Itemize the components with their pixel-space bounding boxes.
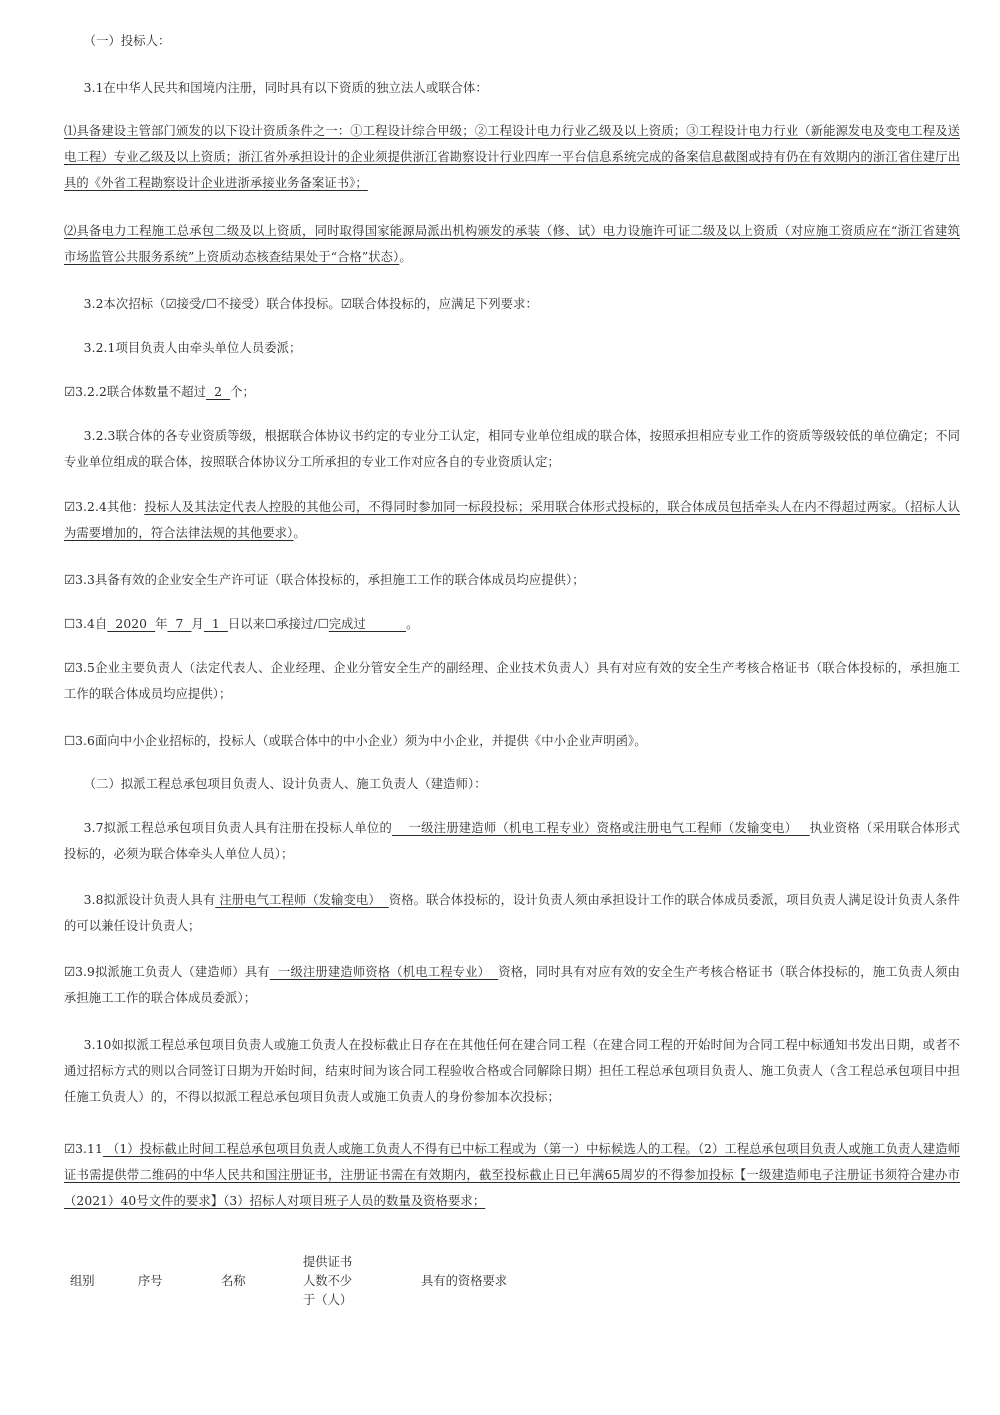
clause-3-2-3: 3.2.3联合体的各专业资质等级，根据联合体协议书约定的专业分工认定，相同专业单位组成的联合体，按照承担相应专业工作的资质等级较低的单位确定；不同专业单位组成的联合体，按照联合体协议分工所承担的专业工作对应各自的专业资质认定； [64,429,960,469]
checkbox-undertaken: ☐ [265,617,277,631]
section-heading-bidder: （一）投标人： [83,34,171,48]
clause-3-1-construction-qualification: ⑵具备电力工程施工总承包二级及以上资质，同时取得国家能源局派出机构颁发的承装（修、试）电力设施许可证二级及以上资质（对应施工资质应在“浙江省建筑市场监管公共服务系统”上资质动态核查结果处于“合格”状态）。 [64,224,960,264]
clause-3-7: 3.7拟派工程总承包项目负责人具有注册在投标人单位的 一级注册建造师（机电工程专业）资格或注册电气工程师（发输变电） 执业资格（采用联合体形式投标的，必须为联合体牵头人单位人员）； [64,821,960,861]
checkbox-joint-bid: ☑ [340,297,352,311]
checkbox-3-4: ☐ [64,617,76,631]
column-header-requirements: 具有的资格要求 [421,1274,508,1288]
clause-3-2: 3.2本次招标（☑接受/☐不接受）联合体投标。☑联合体投标的，应满足下列要求： [83,297,538,311]
column-header-group: 组别 [70,1274,95,1288]
clause-3-2-2: ☑3.2.2联合体数量不超过 2 个； [64,385,255,399]
clause-3-11: ☑3.11 （1）投标截止时间工程总承包项目负责人或施工负责人不得有已中标工程或为（第一）中标候选人的工程。（2）工程总承包项目负责人或施工负责人建造师证书需提供带二维码的中华人民共和国注册证书，注册证书需在有效期内，截至投标截止日已年满65周岁的不得参加投标【一级建造师电子注册证书须符合建办市（2021）40号文件的要求】（3）招标人对项目班子人员的数量及资格要求； [64,1142,960,1208]
clause-3-2-1: 3.2.1项目负责人由牵头单位人员委派； [83,341,302,355]
checkbox-accept: ☑ [165,297,177,311]
checkbox-not-accept: ☐ [205,297,217,311]
clause-3-5: ☑3.5企业主要负责人（法定代表人、企业经理、企业分管安全生产的副经理、企业技术负责人）具有对应有效的安全生产考核合格证书（联合体投标的，承担施工工作的联合体成员均应提供）； [64,661,960,701]
consortium-count: 2 [206,385,231,399]
column-header-name: 名称 [221,1274,246,1288]
clause-3-2-4: ☑3.2.4其他：投标人及其法定代表人控股的其他公司，不得同时参加同一标段投标；采用联合体形式投标的，联合体成员包括牵头人在内不得超过两家。（招标人认为需要增加的，符合法律法规的其他要求）。 [64,500,960,540]
column-header-cert-count-line2: 人数不少 [303,1274,353,1288]
clause-3-9: ☑3.9拟派施工负责人（建造师）具有 一级注册建造师资格（机电工程专业） 资格，同时具有对应有效的安全生产考核合格证书（联合体投标的，施工负责人须由承担施工工作的联合体成员委派）； [64,965,960,1005]
year-value: 2020 [107,617,156,631]
checkbox-3-2-2: ☑ [64,385,76,399]
clause-3-1-design-qualification: ⑴具备建设主管部门颁发的以下设计资质条件之一：①工程设计综合甲级；②工程设计电力行业乙级及以上资质；③工程设计电力行业（新能源发电及变电工程及送电工程）专业乙级及以上资质；浙江省外承担设计的企业须提供浙江省勘察设计行业四库一平台信息系统完成的备案信息截图或持有仍在有效期内的浙江省住建厅出具的《外省工程勘察设计企业进浙承接业务备案证书》； [64,124,960,190]
column-header-cert-count-line1: 提供证书 [303,1255,353,1269]
checkbox-3-3: ☑ [64,573,76,587]
month-value: 7 [167,617,192,631]
column-header-number: 序号 [138,1274,163,1288]
clause-3-1: 3.1在中华人民共和国境内注册，同时具有以下资质的独立法人或联合体： [83,81,488,95]
checkbox-3-5: ☑ [64,661,76,675]
clause-3-6: ☐3.6面向中小企业招标的，投标人（或联合体中的中小企业）须为中小企业，并提供《中小企业声明函》。 [64,734,647,748]
section-heading-personnel: （二）拟派工程总承包项目负责人、设计负责人、施工负责人（建造师）： [83,777,487,791]
checkbox-3-6: ☐ [64,734,76,748]
column-header-cert-count-line3: 于（人） [303,1293,353,1307]
clause-3-4: ☐3.4自 2020 年 7 月 1 日以来☐承接过/☐完成过 。 [64,617,419,631]
clause-3-3: ☑3.3具备有效的企业安全生产许可证（联合体投标的，承担施工工作的联合体成员均应提供）； [64,573,585,587]
clause-3-10: 3.10如拟派工程总承包项目负责人或施工负责人在投标截止日存在在其他任何在建合同工程（在建合同工程的开始时间为合同工程中标通知书发出日期，或者不通过招标方式的则以合同签订日期为开始时间，结束时间为该合同工程验收合格或合同解除日期）担任工程总承包项目负责人、施工负责人（含工程总承包项目中担任施工负责人）的，不得以拟派工程总承包项目负责人或施工负责人的身份参加本次投标； [64,1038,960,1104]
day-value: 1 [203,617,228,631]
checkbox-3-9: ☑ [64,965,76,979]
checkbox-3-11: ☑ [64,1142,76,1156]
checkbox-completed: ☐ [317,617,329,631]
checkbox-3-2-4: ☑ [64,500,76,514]
clause-3-8: 3.8拟派设计负责人具有 注册电气工程师（发输变电） 资格。联合体投标的，设计负责人须由承担设计工作的联合体成员委派，项目负责人满足设计负责人条件的可以兼任设计负责人； [64,893,960,933]
